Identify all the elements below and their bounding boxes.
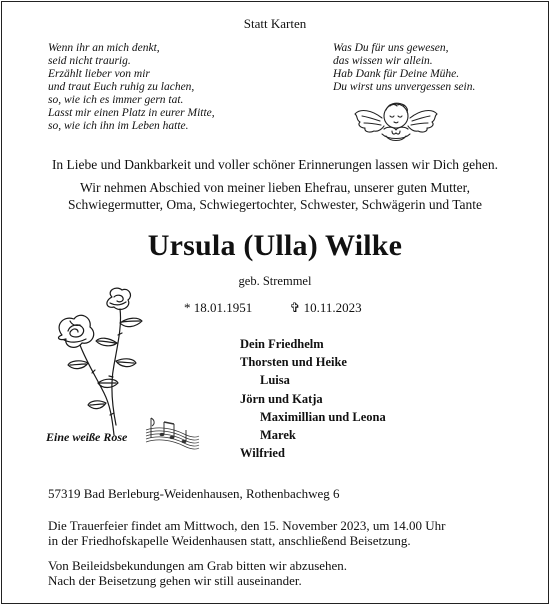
poem-right-line: Was Du für uns gewesen, — [333, 42, 449, 54]
family-member: Wilfried — [240, 446, 285, 461]
poem-right-line: das wissen wir allein. — [333, 55, 433, 67]
farewell-text — [2, 179, 548, 213]
birth-date: * 18.01.1951 — [184, 300, 253, 315]
angel-illustration — [352, 96, 440, 148]
music-notes-icon — [144, 412, 200, 452]
poem-left-line: Erzählt lieber von mir — [48, 68, 150, 80]
poem-left-line: Lasst mir einen Platz in eurer Mitte, — [48, 107, 215, 119]
poem-right-line: Hab Dank für Deine Mühe. — [333, 68, 460, 80]
family-member: Luisa — [260, 373, 290, 388]
family-member: Maximillian und Leona — [260, 409, 386, 424]
farewell-line: Wir nehmen Abschied von meiner lieben Ehefrau, unserer guten Mutter, — [80, 180, 470, 195]
address: 57319 Bad Berleburg-Weidenhausen, Rothenbachweg 6 — [48, 486, 340, 501]
family-member: Thorsten und Heike — [240, 355, 347, 370]
obituary-card — [1, 1, 549, 604]
deceased-name: Ursula (Ulla) Wilke — [147, 229, 403, 262]
poem-left-line: so, wie ich es immer gern tat. — [48, 94, 184, 106]
poem-left — [48, 42, 215, 133]
poem-left-line: und traut Euch ruhig zu lachen, — [48, 81, 195, 93]
family-list — [240, 335, 386, 462]
farewell-line: Schwiegermutter, Oma, Schwiegertochter, Schwester, Schwägerin und Tante — [67, 197, 483, 212]
poem-right — [333, 42, 475, 94]
family-member: Dein Friedhelm — [240, 337, 324, 351]
service-line: Die Trauerfeier findet am Mittwoch, den 15. November 2023, um 14.00 Uhr — [48, 518, 446, 533]
poem-left-line: so, wie ich ihn im Leben hatte. — [48, 120, 189, 132]
intro-text: In Liebe und Dankbarkeit und voller schöner Erinnerungen lassen wir Dich gehen. — [51, 157, 499, 172]
poem-left-line: seid nicht traurig. — [48, 55, 131, 67]
notice-line: Von Beileidsbekundungen am Grab bitten wir abzusehen. — [48, 558, 348, 573]
header-statt-karten: Statt Karten — [243, 16, 307, 31]
service-line: in der Friedhofskapelle Weidenhausen statt, anschließend Beisetzung. — [48, 533, 411, 548]
service-details — [48, 518, 446, 548]
notice-line: Nach der Beisetzung gehen wir still auseinander. — [48, 573, 302, 588]
maiden-name: geb. Stremmel — [238, 274, 312, 288]
poem-left-line: Wenn ihr an mich denkt, — [48, 42, 160, 54]
family-member: Jörn und Katja — [240, 391, 323, 406]
life-dates — [184, 300, 362, 316]
death-date: ✞ 10.11.2023 — [289, 300, 362, 315]
notice-text — [48, 558, 347, 588]
rose-caption: Eine weiße Rose — [46, 430, 128, 444]
family-member: Marek — [260, 428, 296, 443]
poem-right-line: Du wirst uns unvergessen sein. — [333, 81, 476, 93]
